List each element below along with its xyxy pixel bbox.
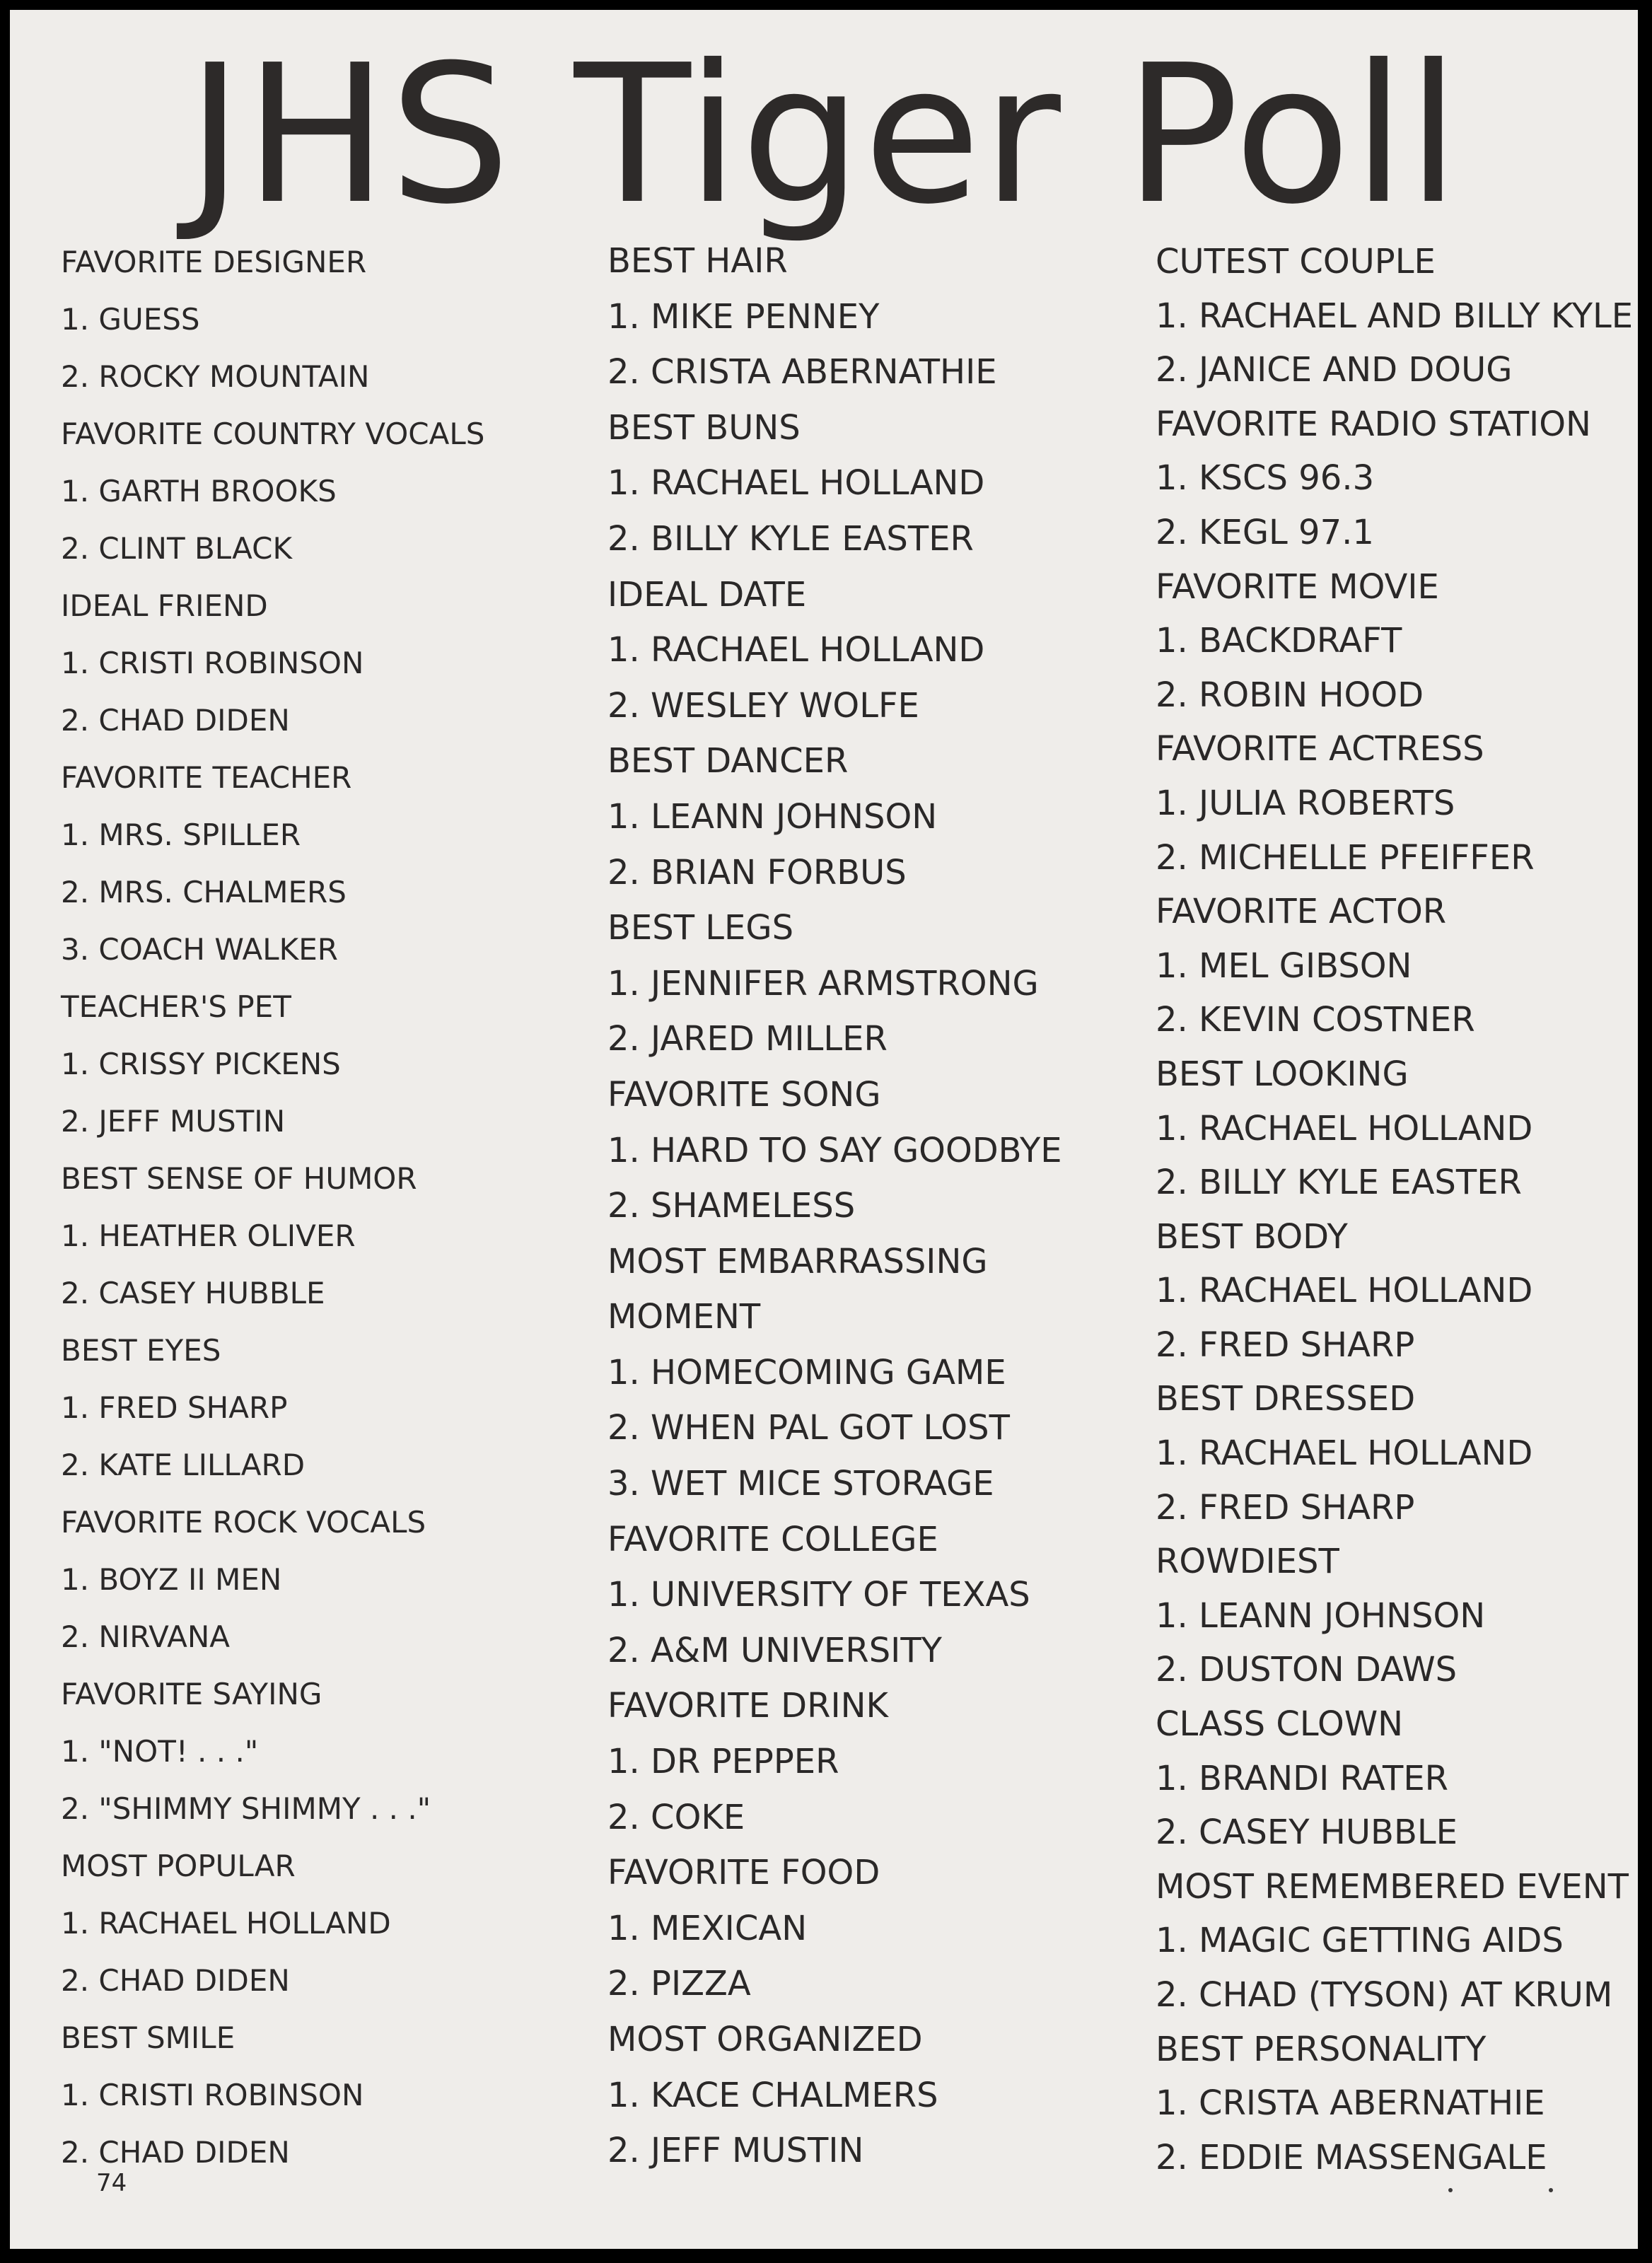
poll-ranked-entry: 2. CHAD DIDEN [61, 2135, 290, 2170]
poll-category-heading: IDEAL FRIEND [61, 588, 268, 623]
poll-category-heading: MOMENT [607, 1297, 761, 1337]
poll-ranked-entry: 2. BILLY KYLE EASTER [607, 518, 974, 559]
poll-category-heading: ROWDIEST [1156, 1542, 1339, 1582]
poll-category-heading: CLASS CLOWN [1156, 1704, 1404, 1745]
poll-category-heading: MOST REMEMBERED EVENT [1156, 1866, 1629, 1907]
poll-ranked-entry: 1. MIKE PENNEY [607, 296, 880, 337]
poll-category-heading: TEACHER'S PET [61, 989, 291, 1024]
poll-ranked-entry: 1. BACKDRAFT [1156, 621, 1402, 661]
poll-ranked-entry: 1. JENNIFER ARMSTRONG [607, 963, 1039, 1003]
poll-ranked-entry: 2. SHAMELESS [607, 1186, 856, 1226]
poll-ranked-entry: 2. JEFF MUSTIN [607, 2131, 864, 2171]
poll-column-2 [607, 233, 1062, 2179]
poll-ranked-entry: 2. PIZZA [607, 1964, 751, 2004]
poll-ranked-entry: 3. COACH WALKER [61, 932, 338, 967]
poll-category-heading: BEST DRESSED [1156, 1379, 1416, 1419]
poll-ranked-entry: 2. CHAD DIDEN [61, 1963, 290, 1998]
poll-ranked-entry: 2. ROCKY MOUNTAIN [61, 359, 370, 394]
poll-ranked-entry: 1. RACHAEL HOLLAND [607, 630, 985, 670]
poll-ranked-entry: 1. MEXICAN [607, 1908, 808, 1948]
poll-category-heading: FAVORITE MOVIE [1156, 566, 1439, 607]
poll-ranked-entry: 1. HEATHER OLIVER [61, 1218, 356, 1253]
poll-category-heading: BEST BODY [1156, 1216, 1348, 1257]
poll-category-heading: FAVORITE COLLEGE [607, 1519, 938, 1559]
poll-ranked-entry: 2. FRED SHARP [1156, 1487, 1415, 1528]
poll-ranked-entry: 1. CRISTI ROBINSON [61, 2078, 364, 2112]
poll-ranked-entry: 2. FRED SHARP [1156, 1325, 1415, 1365]
poll-ranked-entry: 1. JULIA ROBERTS [1156, 783, 1455, 823]
poll-ranked-entry: 2. COKE [607, 1797, 745, 1837]
poll-ranked-entry: 2. EDDIE MASSENGALE [1156, 2137, 1547, 2177]
poll-ranked-entry: 2. CRISTA ABERNATHIE [607, 352, 997, 392]
poll-ranked-entry: 3. WET MICE STORAGE [607, 1464, 994, 1504]
poll-ranked-entry: 2. "SHIMMY SHIMMY . . ." [61, 1791, 431, 1826]
poll-category-heading: FAVORITE DRINK [607, 1686, 889, 1726]
poll-ranked-entry: 1. HARD TO SAY GOODBYE [607, 1130, 1062, 1170]
poll-ranked-entry: 2. CHAD DIDEN [61, 703, 290, 738]
poll-ranked-entry: 2. CASEY HUBBLE [1156, 1813, 1458, 1853]
print-speck [1448, 2188, 1453, 2192]
poll-ranked-entry: 1. GARTH BROOKS [61, 474, 337, 508]
poll-category-heading: FAVORITE SONG [607, 1074, 881, 1115]
print-speck [1549, 2188, 1553, 2192]
poll-ranked-entry: 2. ROBIN HOOD [1156, 675, 1424, 715]
poll-category-heading: MOST POPULAR [61, 1849, 296, 1883]
poll-category-heading: FAVORITE DESIGNER [61, 245, 367, 279]
poll-column-3 [1156, 235, 1633, 2185]
poll-category-heading: BEST PERSONALITY [1156, 2029, 1487, 2069]
poll-ranked-entry: 1. DR PEPPER [607, 1742, 839, 1782]
poll-ranked-entry: 1. BRANDI RATER [1156, 1758, 1449, 1798]
poll-ranked-entry: 1. CRISTA ABERNATHIE [1156, 2083, 1545, 2124]
poll-ranked-entry: 2. MICHELLE PFEIFFER [1156, 837, 1535, 878]
poll-ranked-entry: 1. "NOT! . . ." [61, 1734, 259, 1769]
poll-ranked-entry: 2. CASEY HUBBLE [61, 1276, 325, 1310]
poll-category-heading: BEST SMILE [61, 2020, 235, 2055]
poll-ranked-entry: 2. CHAD (TYSON) AT KRUM [1156, 1975, 1613, 2015]
poll-category-heading: IDEAL DATE [607, 574, 807, 615]
poll-ranked-entry: 2. JEFF MUSTIN [61, 1104, 286, 1139]
poll-ranked-entry: 1. RACHAEL HOLLAND [607, 463, 985, 504]
poll-category-heading: FAVORITE SAYING [61, 1677, 322, 1711]
poll-category-heading: BEST LEGS [607, 908, 794, 948]
poll-ranked-entry: 1. FRED SHARP [61, 1390, 288, 1425]
yearbook-page [10, 10, 1638, 2249]
poll-ranked-entry: 2. WHEN PAL GOT LOST [607, 1408, 1010, 1448]
poll-ranked-entry: 1. MEL GIBSON [1156, 946, 1412, 986]
poll-ranked-entry: 2. JANICE AND DOUG [1156, 350, 1513, 390]
poll-ranked-entry: 1. LEANN JOHNSON [607, 796, 938, 837]
poll-ranked-entry: 1. RACHAEL HOLLAND [1156, 1271, 1533, 1311]
poll-ranked-entry: 1. KACE CHALMERS [607, 2075, 938, 2115]
poll-ranked-entry: 1. KSCS 96.3 [1156, 458, 1375, 499]
page-number: 74 [96, 2169, 127, 2197]
poll-category-heading: BEST LOOKING [1156, 1054, 1409, 1094]
poll-ranked-entry: 1. CRISSY PICKENS [61, 1047, 341, 1081]
poll-ranked-entry: 1. RACHAEL HOLLAND [1156, 1433, 1533, 1474]
poll-ranked-entry: 1. BOYZ II MEN [61, 1562, 282, 1597]
poll-ranked-entry: 2. KATE LILLARD [61, 1448, 306, 1482]
poll-category-heading: MOST EMBARRASSING [607, 1241, 988, 1281]
poll-ranked-entry: 1. MAGIC GETTING AIDS [1156, 1921, 1564, 1961]
poll-ranked-entry: 2. WESLEY WOLFE [607, 685, 919, 726]
poll-category-heading: BEST EYES [61, 1333, 221, 1368]
poll-ranked-entry: 1. RACHAEL HOLLAND [61, 1906, 391, 1941]
poll-category-heading: FAVORITE ACTOR [1156, 892, 1447, 932]
poll-ranked-entry: 1. CRISTI ROBINSON [61, 646, 364, 680]
poll-ranked-entry: 1. LEANN JOHNSON [1156, 1595, 1486, 1636]
poll-ranked-entry: 2. BILLY KYLE EASTER [1156, 1163, 1522, 1203]
poll-category-heading: BEST SENSE OF HUMOR [61, 1161, 417, 1196]
poll-ranked-entry: 1. RACHAEL AND BILLY KYLE [1156, 296, 1634, 336]
poll-ranked-entry: 1. HOMECOMING GAME [607, 1352, 1006, 1392]
poll-ranked-entry: 1. GUESS [61, 302, 200, 337]
poll-ranked-entry: 2. NIRVANA [61, 1619, 231, 1654]
poll-category-heading: BEST BUNS [607, 407, 801, 448]
poll-ranked-entry: 1. UNIVERSITY OF TEXAS [607, 1575, 1030, 1615]
poll-category-heading: BEST HAIR [607, 241, 788, 281]
poll-category-heading: CUTEST COUPLE [1156, 242, 1436, 281]
poll-ranked-entry: 2. KEGL 97.1 [1156, 512, 1374, 552]
poll-category-heading: FAVORITE FOOD [607, 1853, 880, 1893]
poll-category-heading: FAVORITE COUNTRY VOCALS [61, 417, 485, 451]
page-title: JHS Tiger Poll [186, 23, 1462, 246]
poll-category-heading: FAVORITE ROCK VOCALS [61, 1505, 426, 1540]
poll-ranked-entry: 1. MRS. SPILLER [61, 818, 301, 852]
poll-ranked-entry: 1. RACHAEL HOLLAND [1156, 1108, 1533, 1148]
poll-category-heading: BEST DANCER [607, 741, 849, 781]
poll-category-heading: MOST ORGANIZED [607, 2020, 923, 2059]
poll-category-heading: FAVORITE TEACHER [61, 760, 352, 795]
poll-ranked-entry: 2. MRS. CHALMERS [61, 875, 347, 909]
poll-column-1 [61, 233, 484, 2181]
poll-ranked-entry: 2. JARED MILLER [607, 1019, 888, 1059]
poll-ranked-entry: 2. BRIAN FORBUS [607, 852, 907, 892]
poll-ranked-entry: 2. DUSTON DAWS [1156, 1650, 1458, 1690]
poll-ranked-entry: 2. KEVIN COSTNER [1156, 1000, 1475, 1040]
poll-category-heading: FAVORITE RADIO STATION [1156, 404, 1591, 444]
poll-ranked-entry: 2. CLINT BLACK [61, 531, 292, 566]
poll-category-heading: FAVORITE ACTRESS [1156, 729, 1484, 769]
poll-ranked-entry: 2. A&M UNIVERSITY [607, 1630, 942, 1670]
